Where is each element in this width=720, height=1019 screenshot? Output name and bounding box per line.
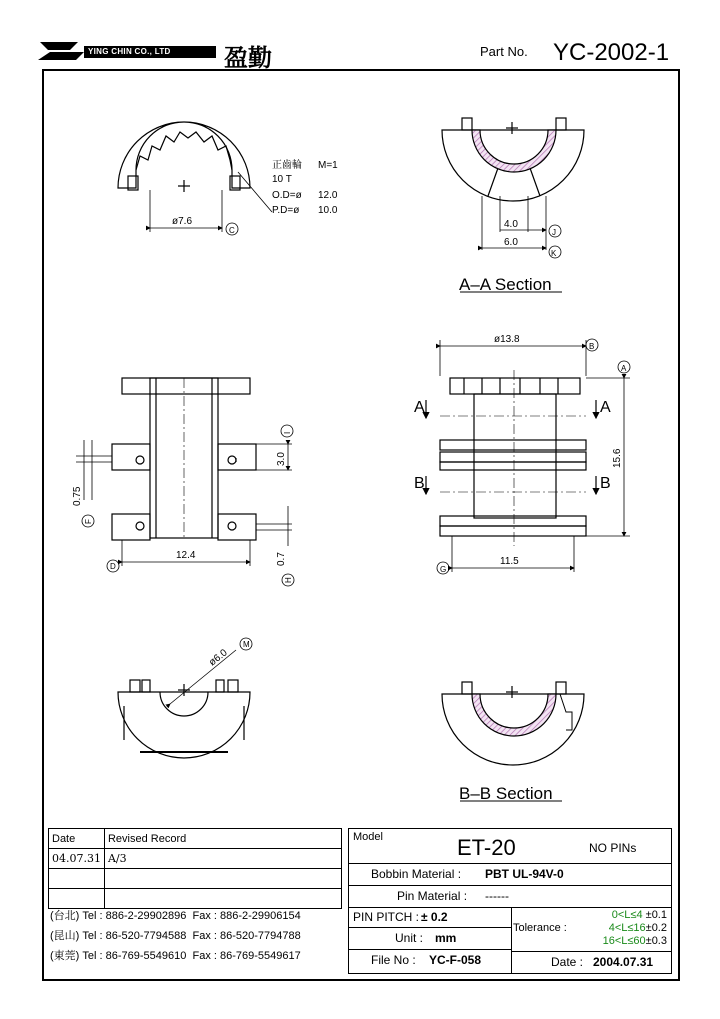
- pin-material-label: Pin Material :: [397, 889, 468, 903]
- contact-line: [50, 926, 342, 946]
- company-name-cn: 盈勤: [224, 43, 272, 72]
- contact-tel: Tel : 86-769-5549610: [82, 950, 187, 962]
- bobbin-material-label: Bobbin Material :: [371, 867, 462, 881]
- pins-value: NO PINs: [589, 841, 637, 855]
- contact-fax: Fax : 86-769-5549617: [192, 950, 301, 962]
- dim-d30: 3.0: [276, 452, 287, 466]
- dim-label-g: G: [440, 565, 447, 574]
- gear-table-r2c1: 10 T: [272, 174, 292, 185]
- revision-table: [48, 828, 342, 909]
- tolerance-range: 16<L≤60: [602, 935, 646, 947]
- dim-d76: ø7.6: [172, 216, 193, 227]
- contact-fax: Fax : 86-520-7794788: [192, 930, 301, 942]
- tolerance-list: [603, 909, 667, 948]
- dim-d138: ø13.8: [494, 334, 520, 345]
- pin-pitch-value: ± 0.2: [421, 910, 448, 924]
- part-no-label: Part No.: [480, 44, 528, 59]
- dim-d124: 12.4: [176, 550, 196, 561]
- revision-col-date: Date: [49, 829, 105, 849]
- dim-d115: 11.5: [500, 556, 519, 567]
- section-aa-label: A–A Section: [459, 275, 552, 294]
- contact-region: (台北): [50, 910, 80, 922]
- bobbin-bottom-view: [118, 638, 252, 758]
- dim-label-d: D: [110, 562, 116, 571]
- bobbin-front-view: [426, 339, 630, 574]
- file-no-label: File No :: [371, 953, 416, 967]
- revision-row-record: [104, 869, 341, 889]
- revision-row-date: 04.07.31: [49, 849, 105, 869]
- dim-label-k: K: [551, 249, 557, 258]
- unit-label: Unit :: [395, 931, 424, 945]
- revision-row-date: [49, 869, 105, 889]
- unit-value: mm: [435, 931, 457, 945]
- section-mark-a-right: A: [600, 399, 611, 416]
- contact-list: [50, 906, 342, 966]
- gear-top-view: [118, 122, 272, 235]
- bobbin-material-value: PBT UL-94V-0: [485, 867, 564, 881]
- dim-d60m: ø6.0: [207, 647, 230, 669]
- gear-table-r4c2: 10.0: [318, 205, 338, 216]
- dim-label-m: M: [243, 640, 250, 649]
- tolerance-value: ±0.3: [645, 935, 667, 947]
- section-mark-b-right: B: [600, 475, 611, 492]
- pin-material-value: ------: [485, 889, 509, 903]
- gear-table-r1c1: 正齒輪: [272, 160, 302, 171]
- contact-fax: Fax : 886-2-29906154: [192, 910, 301, 922]
- dim-label-i: I: [283, 431, 292, 434]
- gear-table-r1c2: M=1: [318, 160, 338, 171]
- revision-col-record: Revised Record: [104, 829, 341, 849]
- tolerance-range: 0<L≤4: [611, 909, 643, 921]
- dim-d075: 0.75: [72, 486, 83, 506]
- company-name: YING CHIN CO., LTD: [88, 47, 171, 56]
- section-aa-view: [442, 118, 584, 292]
- dim-label-c: C: [229, 226, 235, 235]
- model-label: Model: [353, 831, 383, 843]
- dim-d07: 0.7: [276, 552, 287, 566]
- dim-label-h: H: [284, 577, 293, 583]
- contact-line: [50, 946, 342, 966]
- tolerance-label: Tolerance :: [513, 922, 567, 934]
- revision-row-record: A/3: [104, 849, 341, 869]
- section-bb-label: B–B Section: [459, 784, 553, 803]
- gear-table-r3c2: 12.0: [318, 190, 338, 201]
- gear-table-r3c1: O.D=ø: [272, 190, 302, 201]
- section-mark-b-left: B: [414, 475, 425, 492]
- dim-d156: 15.6: [612, 448, 623, 468]
- section-mark-a-left: A: [414, 399, 425, 416]
- dim-d40: 4.0: [504, 219, 518, 230]
- part-number: YC-2002-1: [553, 39, 670, 66]
- contact-tel: Tel : 86-520-7794588: [82, 930, 187, 942]
- date-label: Date :: [551, 955, 584, 969]
- dim-label-j: J: [552, 228, 556, 237]
- gear-table-r4c1: P.D=ø: [272, 205, 300, 216]
- file-no-value: YC-F-058: [429, 953, 482, 967]
- contact-region: (東莞): [50, 950, 80, 962]
- model-value: ET-20: [457, 835, 516, 860]
- contact-tel: Tel : 886-2-29902896: [82, 910, 187, 922]
- date-value: 2004.07.31: [593, 955, 654, 969]
- contact-line: [50, 906, 342, 926]
- tolerance-range: 4<L≤16: [608, 922, 646, 934]
- dim-label-a: A: [621, 364, 627, 373]
- dim-d60: 6.0: [504, 237, 518, 248]
- pin-pitch-label: PIN PITCH :: [353, 910, 420, 924]
- dim-label-b: B: [589, 342, 595, 351]
- contact-region: (昆山): [50, 930, 80, 942]
- tolerance-value: ±0.2: [645, 922, 667, 934]
- tolerance-value: ±0.1: [645, 909, 667, 921]
- title-block: [348, 828, 672, 974]
- dim-label-f: F: [84, 519, 93, 524]
